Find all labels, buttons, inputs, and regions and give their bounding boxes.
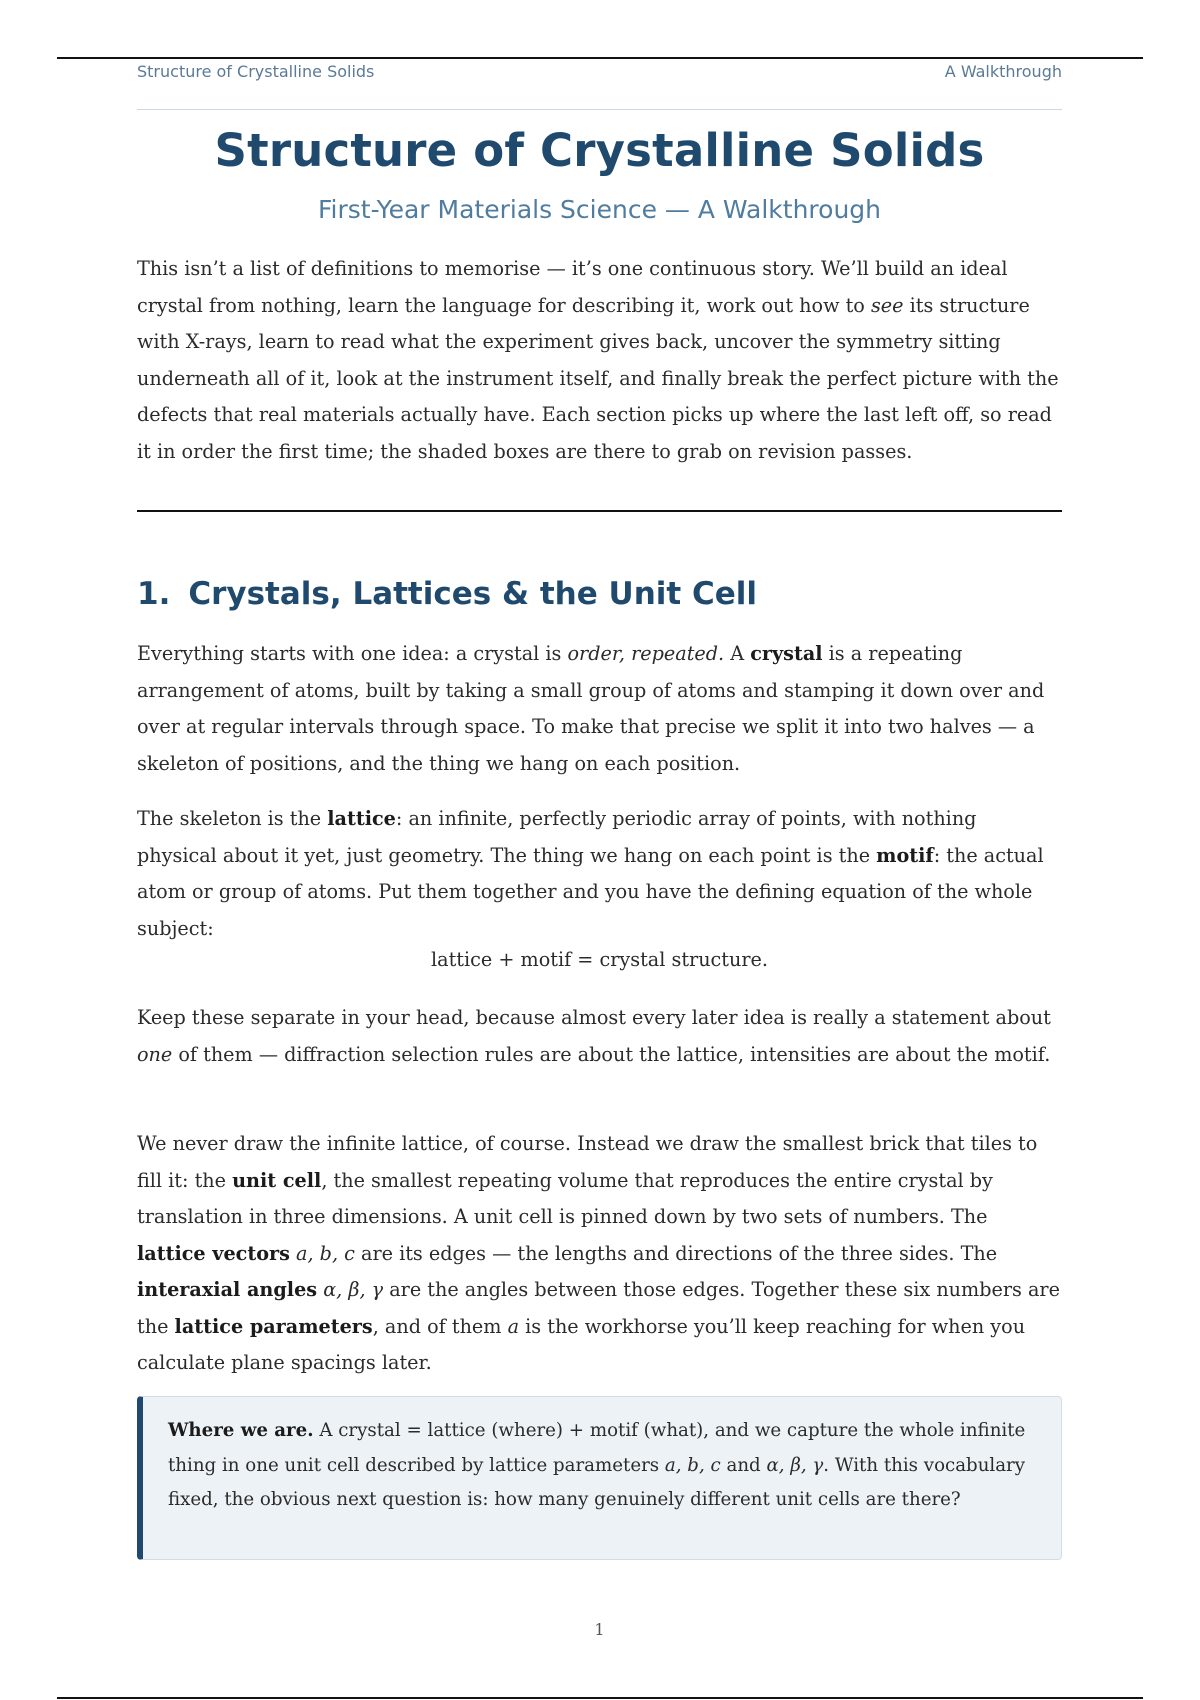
body-paragraph-2: The skeleton is the lattice: an infinite, perfectly periodic array of points, with nothing physical about it yet, just geometry. The thing we hang on each point is the motif: the actual atom or group of atoms. Put them together and you have the defining equation of the whole subject: bbox=[137, 807, 1044, 940]
body-paragraph-4: We never draw the infinite lattice, of course. Instead we draw the smallest brick that tiles to fill it: the unit cell, the smallest repeating volume that reproduces the entire crystal by translation in three dimensions. A unit cell is pinned down by two sets of numbers. The lattice vectors a, b, c are its edges — the lengths and directions of the three sides. The interaxial angles α, β, γ are the angles between those edges. Together these six numbers are the lattice parameters, and of them a is the workhorse you’ll keep reaching for when you calculate plane spacings later. bbox=[137, 1132, 1060, 1374]
math-angles: α, β, γ bbox=[323, 1278, 384, 1301]
term-motif: motif bbox=[876, 843, 934, 867]
section-title: Crystals, Lattices & the Unit Cell bbox=[188, 576, 758, 612]
running-header bbox=[137, 62, 1062, 81]
body-paragraph-1: Everything starts with one idea: a crystal is order, repeated. A crystal is a repeating arrangement of atoms, built by taking a small group of atoms and stamping it down over and over at regular intervals through space. To make that precise we split it into two halves — a skeleton of positions, and the thing we hang on each position. bbox=[137, 642, 1045, 775]
page-top-rule bbox=[57, 57, 1143, 59]
intro-divider bbox=[137, 510, 1062, 512]
document-subtitle: First-Year Materials Science — A Walkthrough bbox=[317, 195, 882, 224]
section-heading bbox=[137, 576, 757, 612]
emphasis: see bbox=[870, 293, 904, 317]
emphasis: order, repeated. bbox=[567, 642, 725, 665]
header-divider bbox=[137, 109, 1062, 110]
term-interaxial-angles: interaxial angles bbox=[137, 1278, 318, 1301]
term-lattice: lattice bbox=[327, 807, 396, 830]
term-lattice-vectors: lattice vectors bbox=[137, 1241, 290, 1265]
math-a: a bbox=[507, 1314, 520, 1338]
math-vectors: a, b, c bbox=[664, 1454, 721, 1476]
display-equation: lattice + motif = crystal structure. bbox=[431, 948, 768, 971]
term-lattice-parameters: lattice parameters bbox=[174, 1314, 373, 1338]
math-vectors: a, b, c bbox=[296, 1241, 355, 1265]
intro-paragraph: This isn’t a list of definitions to memorise — it’s one continuous story. We’ll build an ideal crystal from nothing, learn the language for describing it, work out how to see its structure with X-rays, learn to read what the experiment gives back, uncover the symmetry sitting underneath all of it, look at the instrument itself, and finally break the perfect picture with the defects that real materials actually have. Each section picks up where the last left off, so read it in order the first time; the shaded boxes are there to grab on revision passes. bbox=[137, 257, 1059, 463]
running-header-left: Structure of Crystalline Solids bbox=[137, 62, 375, 81]
emphasis: one bbox=[137, 1042, 173, 1066]
term-unit-cell: unit cell bbox=[232, 1168, 322, 1192]
running-header-right: A Walkthrough bbox=[944, 62, 1062, 81]
page-bottom-rule bbox=[57, 1697, 1143, 1699]
body-paragraph-3: Keep these separate in your head, because almost every later idea is really a statement about one of them — diffraction selection rules are about the lattice, intensities are about the motif. bbox=[137, 1006, 1051, 1066]
document-title: Structure of Crystalline Solids bbox=[214, 124, 985, 177]
section-number: 1. bbox=[137, 576, 171, 612]
page-number: 1 bbox=[594, 1620, 605, 1639]
callout-lead: Where we are. bbox=[168, 1420, 314, 1441]
summary-callout-box: Where we are. A crystal = lattice (where) + motif (what), and we capture the whole infinite thing in one unit cell described by lattice parameters a, b, c and α, β, γ. With this vocabulary fixed, the obvious next question is: how many genuinely different unit cells are there? bbox=[137, 1396, 1062, 1560]
term-crystal: crystal bbox=[750, 642, 823, 665]
math-angles: α, β, γ bbox=[766, 1454, 824, 1476]
